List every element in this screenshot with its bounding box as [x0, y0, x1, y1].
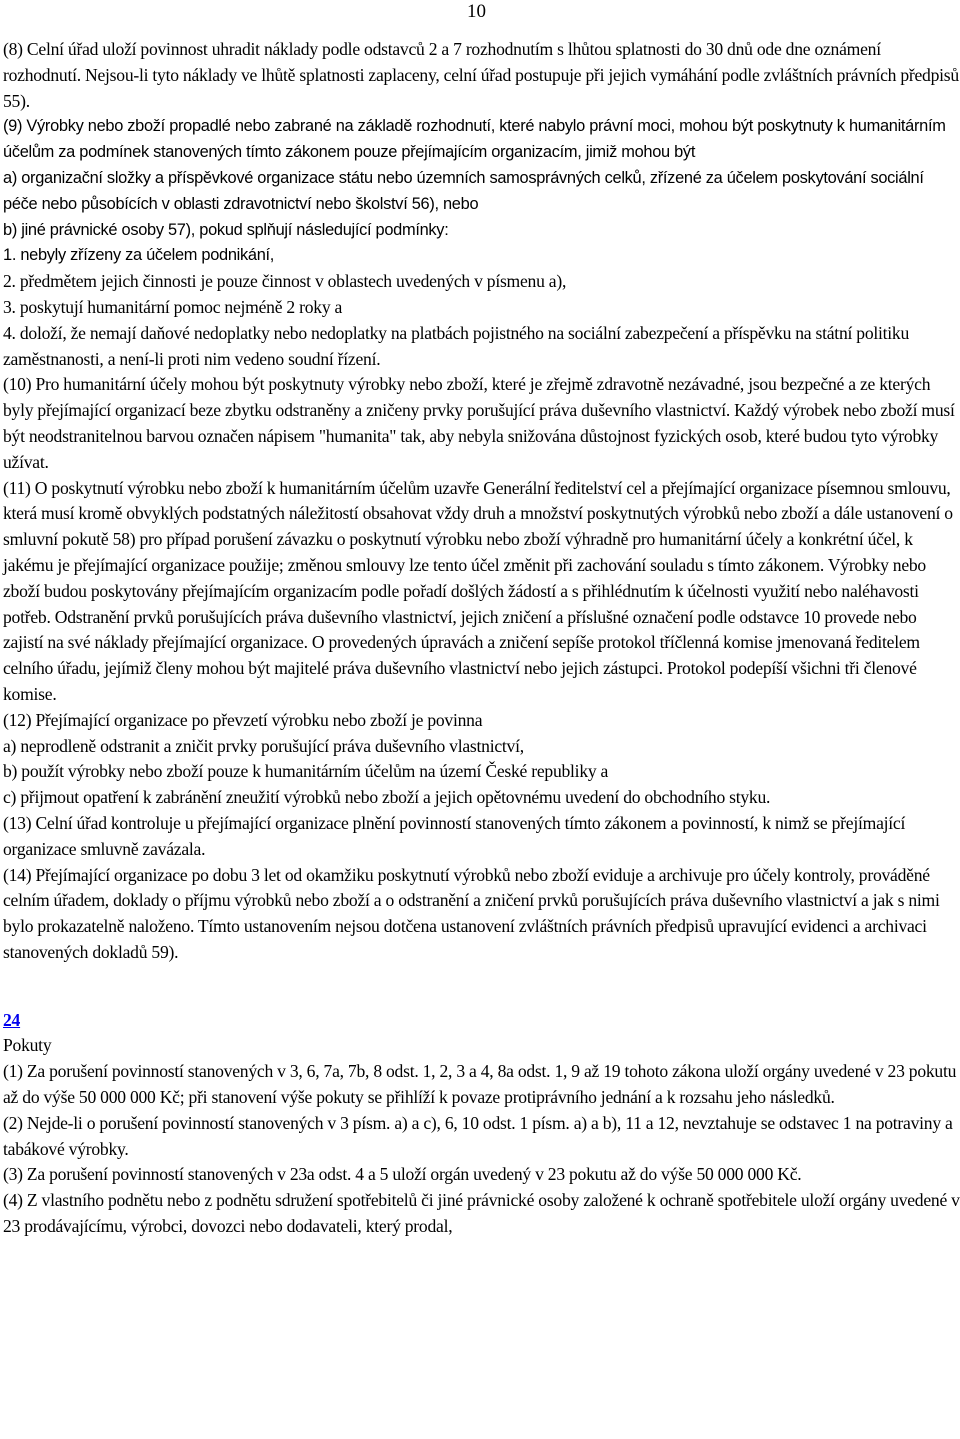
paragraph-10: (10) Pro humanitární účely mohou být poskytnuty výrobky nebo zboží, které je zřejmě zdravotně nezávadné, jsou bezpečné a ze kterých byly přejímající organizací beze zbytku odstraněny a zničeny prvky porušující práva duševního vlastnictví. Každý výrobek nebo zboží musí být neodstranitelnou barvou označen nápisem "humanita" tak, aby nebyla snižována důstojnost fyzických osob, které budou tyto výrobky užívat.: [3, 374, 955, 472]
paragraph-8: (8) Celní úřad uloží povinnost uhradit náklady podle odstavců 2 a 7 rozhodnutím s lhůtou splatnosti do 30 dnů ode dne oznámení rozhodnutí. Nejsou-li tyto náklady ve lhůtě splatnosti zaplaceny, celní úřad postupuje při jejich vymáhání podle zvláštních právních předpisů 55).: [3, 39, 959, 111]
paragraph-11: (11) O poskytnutí výrobku nebo zboží k humanitárním účelům uzavře Generální ředitelství cel a přejímající organizace písemnou smlouvu, která musí kromě obvyklých podstatných náležitostí obsahovat vždy druh a množství poskytnutých výrobků nebo zboží a dále ustanovení o smluvní pokutě 58) pro případ porušení závazku o poskytnutí výrobku nebo zboží výhradně pro humanitární účely a konkrétní účel, k jakému je přejímající organizace použije; změnou smlouvy lze tento účel změnit při zachování souladu s tímto zákonem. Výrobky nebo zboží budou poskytovány přejímajícím organizacím podle pořadí došlých žádostí a s přihlédnutím k účelnosti využití nebo naléhavosti potřeb. Odstranění prvků porušujících práva duševního vlastnictví, jejich zničení a příslušné označení podle odstavce 10 provede nebo zajistí na své náklady přejímající organizace. O provedených úpravách a zničení sepíše protokol tříčlenná komise jmenovaná ředitelem celního úřadu, jejímiž členy mohou být majitelé práva duševního vlastnictví nebo jejich zástupci. Protokol podepíší všichni tři členové komise.: [3, 477, 953, 704]
paragraph-12: (12) Přejímající organizace po převzetí výrobku nebo zboží je povinna: [3, 709, 483, 730]
condition-1: 1. nebyly zřízeny za účelem podnikání,: [3, 246, 275, 265]
list-item-b: b) jiné právnické osoby 57), pokud splňují následující podmínky:: [3, 220, 449, 239]
page-number: 10: [467, 1, 486, 22]
paragraph-14: (14) Přejímající organizace po dobu 3 let od okamžiku poskytnutí výrobků nebo zboží eviduje a archivuje pro účely kontroly, prováděné celním úřadem, doklady o příjmu výrobků nebo zboží a o odstranění a zničení prvků porušujících práva duševního vlastnictví a jak s nimi bylo prokazatelně naloženo. Tímto ustanovením nejsou dotčena ustanovení zvláštních právních předpisů upravující evidenci a archivaci stanovených dokladů 59).: [3, 864, 940, 962]
page-content: [3, 37, 960, 1240]
list-item-a: a) organizační složky a příspěvkové organizace státu nebo územních samosprávných celků, zřízené za účelem poskytování sociální péče nebo působících v oblasti zdravotnictví nebo školství 56), nebo: [3, 168, 924, 213]
obligation-b: b) použít výrobky nebo zboží pouze k humanitárním účelům na území České republiky a: [3, 761, 609, 782]
section-paragraph-1: (1) Za porušení povinností stanovených v 3, 6, 7a, 7b, 8 odst. 1, 2, 3 a 4, 8a odst. 1, 9 až 19 tohoto zákona uloží orgány uvedené v 23 pokutu až do výše 50 000 000 Kč; při stanovení výše pokuty se přihlíží k povaze protiprávního jednání a k rozsahu jeho následků.: [3, 1061, 957, 1108]
section-number-link[interactable]: 24: [3, 1009, 21, 1030]
section-title: Pokuty: [3, 1035, 52, 1056]
condition-2: 2. předmětem jejich činnosti je pouze činnost v oblastech uvedených v písmenu a),: [3, 271, 567, 292]
section-paragraph-3: (3) Za porušení povinností stanovených v 23a odst. 4 a 5 uloží orgán uvedený v 23 pokutu až do výše 50 000 000 Kč.: [3, 1164, 802, 1185]
paragraph-9: (9) Výrobky nebo zboží propadlé nebo zabrané na základě rozhodnutí, které nabylo právní moci, mohou být poskytnuty k humanitárním účelům za podmínek stanovených tímto zákonem pouze přejímajícím organizacím, jimiž mohou být: [3, 117, 946, 162]
section-paragraph-4: (4) Z vlastního podnětu nebo z podnětu sdružení spotřebitelů či jiné právnické osoby založené k ochraně spotřebitele uloží orgány uvedené v 23 prodávajícímu, výrobci, dovozci nebo dodavateli, který prodal,: [3, 1190, 960, 1237]
condition-4: 4. doloží, že nemají daňové nedoplatky nebo nedoplatky na platbách pojistného na sociální zabezpečení a příspěvku na státní politiku zaměstnanosti, a není-li proti nim vedeno soudní řízení.: [3, 322, 910, 369]
paragraph-13: (13) Celní úřad kontroluje u přejímající organizace plnění povinností stanovených tímto zákonem a povinností, k nimž se přejímající organizace smluvně zavázala.: [3, 812, 906, 859]
condition-3: 3. poskytují humanitární pomoc nejméně 2 roky a: [3, 296, 343, 317]
obligation-c: c) přijmout opatření k zabránění zneužití výrobků nebo zboží a jejich opětovnému uvedení do obchodního styku.: [3, 787, 771, 808]
obligation-a: a) neprodleně odstranit a zničit prvky porušující práva duševního vlastnictví,: [3, 735, 524, 756]
section-paragraph-2: (2) Nejde-li o porušení povinností stanovených v 3 písm. a) a c), 6, 10 odst. 1 písm. a) a b), 11 a 12, nevztahuje se odstavec 1 na potraviny a tabákové výrobky.: [3, 1112, 953, 1159]
